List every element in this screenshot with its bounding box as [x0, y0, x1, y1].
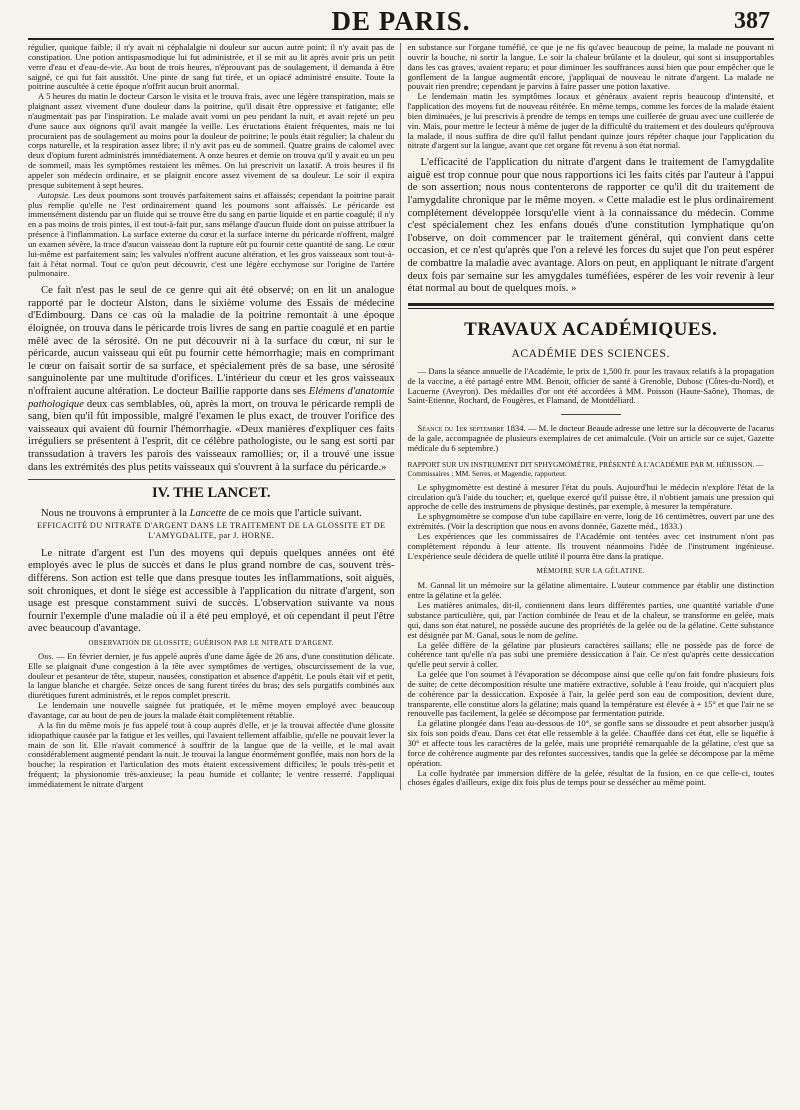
paragraph-text: Les matières animales, dit-il, contiennent dans leurs différentes parties, une quantité variable d'une substance particulière, qui, par l'action combinée de l'eau et de la chaleur, se transforme en gelée, mais qui, dans son état naturel, ne possède aucune des propriétés de la gelée ou de la gélatine. Cette substance est désignée par M. Ganal, sous le nom de: [407, 600, 774, 640]
paragraph: [28, 191, 395, 280]
book-title: Elémens d'anatomie pathologique: [28, 386, 395, 410]
paragraph: L'efficacité de l'application du nitrate d'argent dans le traitement de l'amygdalite aiguë est trop connue pour que nous rapportions ici les faits cités par l'auteur à l'appui de son assertion; nous nous contenterons de rapporter ce qu'il dit du traitement de l'amygdalite chronique par le même moyen. « Cette maladie est le plus ordinairement complétement développée lorsqu'elle vient à la connaissance du médecin. Comme c'est spécialement chez les enfans doués d'une constitution lymphatique qu'on l'observe, on doit commencer par le traitement général, qui convient dans cette occasion, et ce n'est qu'après que l'on a relevé les forces du sujet que l'on peut espérer de combattre la maladie avec avantage. Alors on peut, en appliquant le nitrate d'argent deux fois par semaine sur les amygdales tuméfiées, espérer de les voir revenir à leur état normal au bout de quelques mois. »: [407, 157, 774, 295]
columns: [28, 43, 774, 790]
paragraph-text: Ce fait n'est pas le seul de ce genre qui ait été observé; on en lit un analogue rapporté par le docteur Alston, dans le sixième volume des Essais de médecine d'Edimbourg. Dans ce cas où la maladie de la poitrine remontait à une époque éloignée, on trouva dans le péricarde trois livres de sang en partie coagulé et en partie mêlé avec de la sérosité. On ne put découvrir ni à la surface du cœur, ni sur le péricarde, aucun vaisseau qui eût pu fournir cette hémorrhagie; mais en comprimant le cœur on faisait sortir de sa surface, et spécialement près de sa base, une sérosité sanguinolente par une multitude d'orifices. L'intérieur du cœur et les gros vaisseaux n'offraient aucune altération. Le docteur Baillie rapporte dans ses: [28, 285, 395, 397]
paragraph: Le lendemain une nouvelle saignée fut pratiquée, et le même moyen employé avec beaucoup d'avantage, car au bout de peu de jours la malade était complètement rétablie.: [28, 700, 395, 720]
header-rule: [28, 38, 774, 40]
paragraph-text: .: [575, 629, 578, 640]
paragraph: La colle hydratée par immersion diffère de la gelée, résultat de la fusion, en ce que celle-ci, toutes choses égales d'ailleurs, exige dix fois plus de temps pour se dessécher au même point.: [407, 767, 774, 788]
subheading-academie: ACADÉMIE DES SCIENCES.: [511, 347, 671, 360]
section-double-rule: [408, 303, 775, 309]
section-heading-lancet: IV. THE LANCET.: [152, 485, 271, 502]
autopsie-text: Les deux poumons sont trouvés parfaitement sains et affaissés; cependant la poitrine parait plus remplie qu'elle ne l'est ordinairement quand les poumons sont affaissés. Le péricarde est immensément distendu par un fluide qui se trouve être du sang en partie liquide et en partie coagulé; il n'y en a pas moins de trois pintes, il est tout-à-fait pur, sans mélange d'aucun fluide dont on puisse attribuer la présence à l'inflammation. La surface externe du cœur et la surface interne du péricarde n'offrent, malgré un examen sévère, la trace d'aucun vaisseau dont la rupture eût pu fournir cette quantité de sang. Le cœur lui-même est parfaitement sain; les valvules n'offrent aucune altération, et les gros vaisseaux sont tout-à-fait à l'état normal. Tout ce qu'on peut découvrir, c'est une légère ecchymose sur l'origine de l'artère pulmonaire.: [28, 189, 395, 279]
masthead-title: DE PARIS.: [331, 6, 471, 36]
paragraph: régulier, quoique faible; il n'y avait ni céphalalgie ni douleur sur aucun autre point; il n'y avait pas de constipation. Une potion antispasmodique lui fut administrée, et il se mit au lit après avoir pris un petit verre d'eau et d'eau-de-vie. Au bout de trois heures, n'éprouvant pas de soulagement, il demanda à être saigné, ce qui fut fait aussitôt. Une pinte de sang fut tirée, et un opiacé administré ensuite. Toute la poitrine auscultée à cette époque n'offrit aucun bruit anormal.: [28, 42, 395, 92]
paragraph: [408, 424, 775, 454]
paragraph: Le sphygmomètre est destiné à mesurer l'état du pouls. Aujourd'hui le médecin n'explore l'état de la circulation qu'à l'aide du toucher; et, quelque exercé qu'il puisse être, il n'obtient jamais une pression qui approche de celle des instrumens de physique destinés, par exemple, à mesurer la température.: [407, 481, 774, 512]
paragraph: M. Gannal lit un mémoire sur la gélatine alimentaire. L'auteur commence par établir une distinction entre la gélatine et la gelée.: [407, 580, 774, 601]
large-text-block: [28, 285, 395, 636]
section-heading-travaux: TRAVAUX ACADÉMIQUES.: [464, 318, 718, 340]
obs-label: Obs.: [38, 650, 54, 661]
paragraph: A 5 heures du matin le docteur Carson le visita et le trouva frais, avec une légère transpiration, mais se plaignant assez vivement d'une douleur dans la poitrine, qu'il disait être oppressive et fatigante; elle n'augmentait pas par l'inspiration. Le malade avait vomi un peu pendant la nuit, et avait rejeté un peu d'une sauce aux oignons qu'il avait mangée la veille. Les éructations étaient fréquentes, mais ne lui procuraient pas de soulagement au moins pour la douleur de poitrine; le pouls était régulier; la chaleur du corps naturelle, et la respiration assez libre; il n'y avit pas eu de sommeil. Quatre grains de calomel avec deux d'opium furent administrés immédiatement. A onze heures et demie on trouva qu'il y avait eu un peu de sommeil, mais les symptômes restaient les mêmes. On lui prescrivit un laxatif. A trois heures il fit appeler son médecin ordinaire, et se plaignit encore assez vivement de sa douleur. Le soir il expira presque subitement à sept heures.: [28, 91, 395, 190]
section-rule: [28, 479, 395, 480]
rapport-heading: RAPPORT SUR UN INSTRUMENT DIT SPHYGMOMÈTRE, PRÉSENTÉ A L'ACADÉMIE PAR M. HÉRISSON. — Commissaires : MM. Serres, et Magendie, rapporteur.: [407, 459, 764, 478]
right-column: [400, 43, 775, 790]
memoire-heading: MÉMOIRE SUR LA GÉLATINE.: [536, 567, 646, 576]
paragraph-text: Nous ne trouvons à emprunter à la: [41, 508, 190, 520]
page-number: 387: [734, 8, 770, 34]
short-rule: [561, 414, 621, 415]
paragraph: Le lendemain matin les symptômes locaux et généraux avaient repris beaucoup d'intensité, et l'application des moyens fut de nouveau réitérée. En même temps, comme les forces de la malade étaient bien diminuées, je lui prescrivis à prendre de temps en temps une cuillerée de gruau avec une cuillerée de vin. Mais, pour mettre le lecteur à même de juger de la difficulté du traitement et des douleurs qu'éprouva la malade, il nous suffira de dire qu'il fallut pendant quinze jours répéter chaque jour l'application du nitrate d'argent sur la langue, avant que cet organe fût revenu à son état normal.: [407, 91, 774, 151]
paragraph: [28, 508, 395, 521]
paragraph: en substance sur l'organe tuméfié, ce que je ne fis qu'avec beaucoup de peine, la malade ne pouvant ni ouvrir la bouche, ni sortir la langue. Le soir la chaleur brûlante et la douleur, qui sont si insupportables dans les cas graves, avaient reparu; et pour diminuer les souffrances aussi bien que pour empêcher que le gonflement de la langue augmentât encore, j'appliquai de nouveau le nitrate d'argent. La malade ne pouvait rien prendre; cependant je parvins à faire passer une potion laxative.: [407, 42, 774, 92]
paragraph: Le nitrate d'argent est l'un des moyens qui depuis quelques années ont été employés avec le plus de succès et dans le plus grand nombre de cas, souvent très-différens. Son action est telle que dans presque toutes les inflammations, soit aiguës, soit chroniques, et dont le siége est accessible à l'application du nitrate d'argent, son usage est presque constamment suivi de succès. L'observation suivante va nous fournir l'exemple d'une maladie où il a été peu employé, et où cependant il peut l'être avec beaucoup d'avantage.: [28, 547, 395, 635]
paragraph-text: — M. le docteur Beaude adresse une lettre sur la découverte de l'acarus de la gale, accompagnée de plusieurs exemplaires de cet animalcule. (Voir un article sur ce sujet, Gazette médicale du 6 septembre.): [407, 423, 774, 453]
left-column: [28, 43, 400, 790]
large-text-block: [408, 157, 775, 296]
paragraph: A la fin du même mois je fus appelé tout à coup auprès d'elle, et je la trouvai affectée d'une glossite idiopathique causée par la fatigue et les veilles, qui l'avaient tellement affaiblie, qu'elle ne pouvait lever la main de son lit. Elle n'avait commencé à souffrir de la langue que de la veille, et le mal avait considérablement augmenté pendant la nuit. Je trouvai la langue énormément gonflée, mais non hors de la bouche; la respiration et l'articulation des mots étaient excessivement difficiles; le pouls très-petit et fréquent; la physionomie très-anxieuse; la peau humide et collante; le ventre resserré. J'appliquai immédiatement le nitrate d'argent: [28, 719, 395, 789]
observation-heading: OBSERVATION DE GLOSSITE; GUÉRISON PAR LE NITRATE D'ARGENT.: [88, 639, 334, 647]
paragraph-text: de ce mois que l'article suivant.: [226, 508, 362, 520]
paragraph-text: deux cas semblables, où, après la mort, on trouva le péricarde rempli de sang, bien qu'il fût impossible, malgré l'examen le plus exact, de trouver l'orifice des vaisseaux qui avaient dû fournir l'hémorrhagie. «Deux manières d'expliquer ces faits irréguliers se présentent à l'esprit, dit ce célèbre pathologiste, ou le sang est sorti par transsudation à travers les parois des vaisseaux ramollies; or, il a trouvé une issue dans les extrémités des plus petits vaisseaux qui s'ouvrent à la surface du péricarde.»: [28, 398, 395, 473]
paragraph: La gelée que l'on soumet à l'évaporation se décompose ainsi que celle qu'on fait fondre plusieurs fois de suite; de cette décomposition résulte une matière extractive, soluble à l'eau froide, qui n'acquiert plus de cohérence par la dessiccation. Exposée à l'air, la gelée perd son eau de composition, devient dure, transparente, elle constitue alors la gélatine; mais quand la température est élevée à + 15° et que l'air ne se renouvelle pas facilement, la gelée se décompose par fermentation putride.: [407, 669, 774, 719]
term-geline: geline: [554, 629, 576, 640]
paragraph: [28, 285, 395, 474]
page-header: [28, 6, 774, 36]
autopsie-label: Autopsie.: [38, 189, 71, 200]
journal-title: Lancette: [189, 508, 227, 520]
article-heading-glossite: EFFICACITÉ DU NITRATE D'ARGENT DANS LE TRAITEMENT DE LA GLOSSITE ET DE L'AMYGDALITE, par J. HORNE.: [37, 520, 386, 540]
paragraph: La gélatine plongée dans l'eau au-dessous de 10°, se gonfle sans se dissoudre et peut absorber jusqu'à six fois son poids d'eau. Dans cet état elle ressemble à la gelée. Chauffée dans cet état, elle se liquéfie à 30° et affecte tous les caractères de la gelée, mais une propriété remarquable de la gélatine, c'est que sa force de cohérence augmente par des refontes successives, tandis que la gelée se décompose par la même opération.: [407, 718, 774, 768]
paragraph: Les expériences que les commissaires de l'Académie ont tentées avec cet instrument n'ont pas complètement répondu à leur attente. Ils trouvent néanmoins l'idée de l'instrument ingénieuse. L'expérience seule décidera de quelle utilité il pourra être dans la pratique.: [407, 530, 774, 561]
paragraph-text: — En février dernier, je fus appelé auprès d'une dame âgée de 26 ans, d'une constitution délicate. Elle se plaignait d'une congestion à la tête avec symptômes de vertiges, obscurcissement de la vue, douleur et pesanteur de tête, stupeur, nausées, constipation et absence d'appétit. Le pouls était vif et petit, la langue blanche et chargée. Seize onces de sang furent tirées du bras; des sels purgatifs combinés aux diurétiques furent administrés, et le repos complet prescrit.: [28, 650, 395, 701]
paragraph: [28, 652, 395, 701]
seance-label: Séance du 1er septembre 1834.: [417, 423, 526, 434]
paragraph: La gelée diffère de la gélatine par plusieurs caractères saillans; elle ne possède pas de force de cohérence tant qu'elle n'a pas subi une première dessiccation à l'air. Ce n'est qu'après cette dessiccation qu'elle peut servir à coller.: [407, 639, 774, 670]
paragraph: — Dans la séance annuelle de l'Académie, le prix de 1,500 fr. pour les travaux relatifs à la propagation de la vaccine, a été partagé entre MM. Benoit, officier de santé à Grenoble, Dubosc (Côtes-du-Nord), et Lacuerne (Aveyron). Des médailles d'or ont été accordées à MM. Poisson (Haute-Saône), Thomas, de Saint-Etienne, Rochard, de Fougères, et Flamand, de Montdéliard.: [407, 365, 774, 406]
paragraph: [408, 601, 775, 640]
paragraph: Le sphygmomètre se compose d'un tube capillaire en verre, long de 16 centimètres, ouvert par une des extrémités. (Voir la description que nous en avons donnée, Gazette méd., 1833.): [407, 511, 774, 532]
